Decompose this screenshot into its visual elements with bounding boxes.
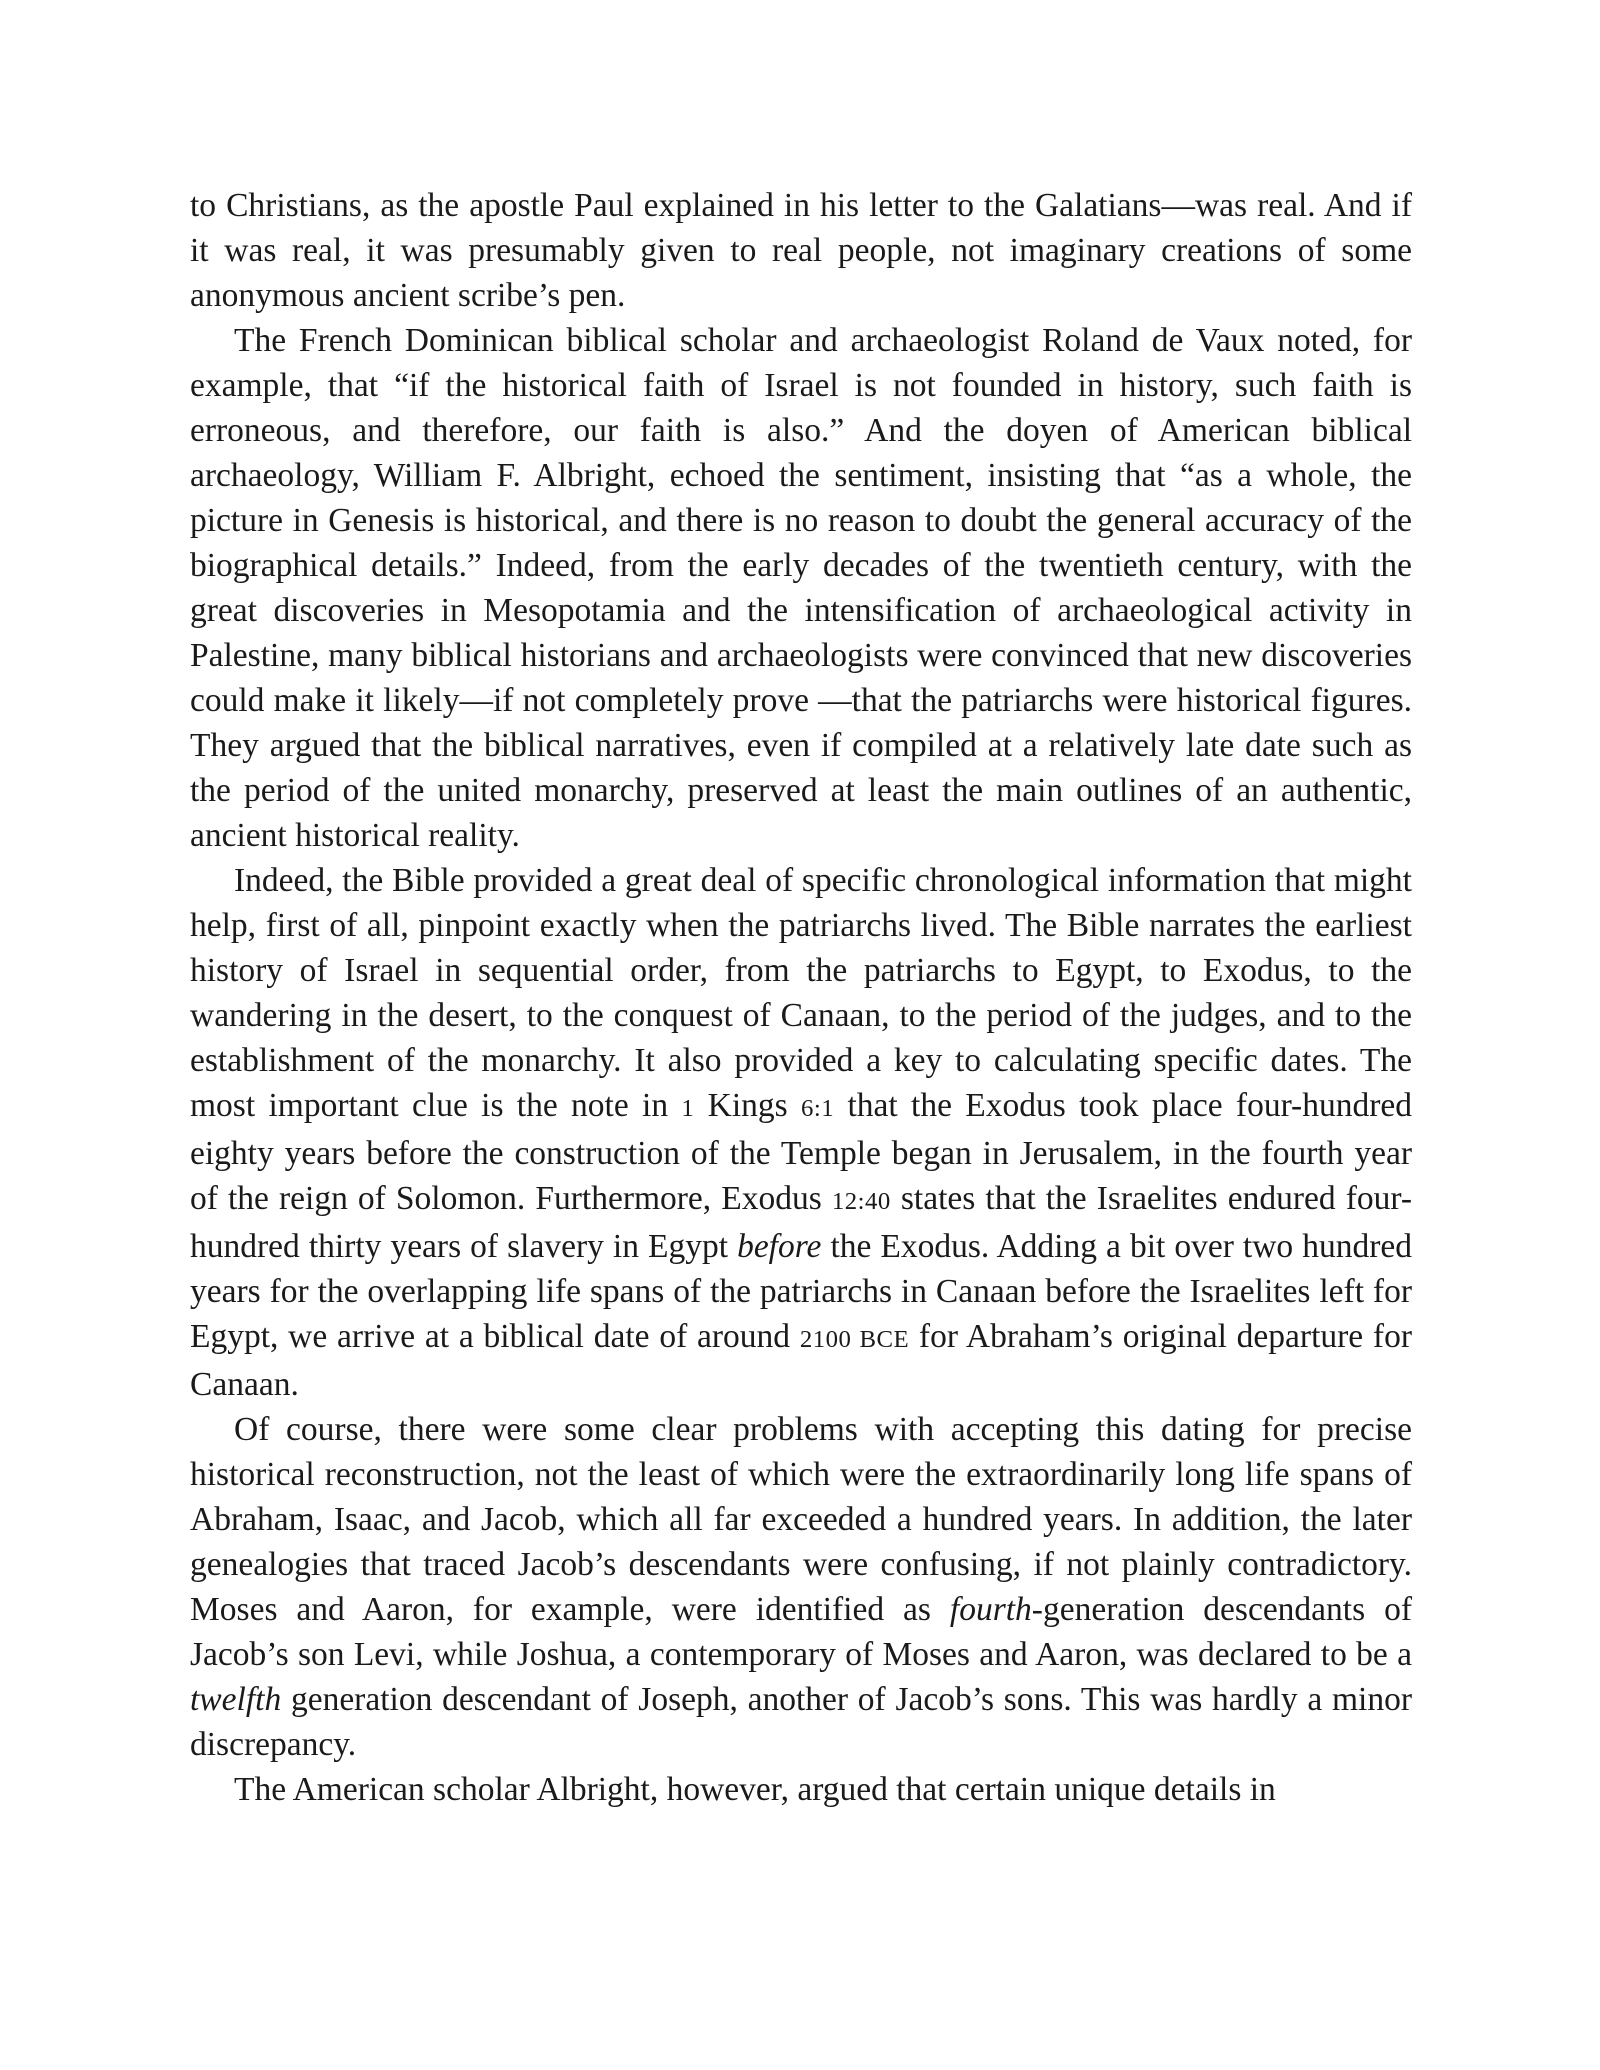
text-run: The American scholar Albright, however, argued that certain unique details in <box>234 1771 1276 1808</box>
small-caps-number: 1 <box>681 1095 695 1122</box>
small-caps-date: 2100 BCE <box>799 1326 910 1353</box>
paragraph-3 <box>190 858 1412 1407</box>
text-run: the Exodus. Adding a bit over two hundred years for the overlapping life spans of the patriarchs in Canaan before the Israelites left for Egypt, we arrive at a biblical date of around <box>190 1228 1412 1355</box>
italic-run: fourth- <box>949 1591 1043 1628</box>
text-run: Kings <box>694 1087 801 1124</box>
text-run: states that the Israelites endured four-hundred thirty years of slavery in Egypt <box>190 1180 1412 1265</box>
text-run: generation descendant of Joseph, another of Jacob’s sons. This was hardly a minor discrepancy. <box>190 1681 1412 1763</box>
paragraph-5 <box>190 1767 1412 1812</box>
text-run: generation descendants of Jacob’s son Levi, while Joshua, a contemporary of Moses and Aaron, was declared to be a <box>190 1591 1412 1673</box>
small-caps-number: 6:1 <box>800 1095 835 1122</box>
paragraph-4 <box>190 1407 1412 1767</box>
text-run: that the Exodus took place four-hundred eighty years before the construction of the Temple began in Jerusalem, in the fourth year of the reign of Solomon. Furthermore, Exodus <box>190 1087 1412 1217</box>
italic-run: before <box>737 1228 822 1265</box>
text-run: to Christians, as the apostle Paul explained in his letter to the Galatians—was real. And if it was real, it was presumably given to real people, not imaginary creations of some anonymous ancient scribe’s pen. <box>190 187 1412 314</box>
small-caps-number: 12:40 <box>831 1188 891 1215</box>
paragraph-1 <box>190 183 1412 318</box>
paragraph-2 <box>190 318 1412 858</box>
text-run: for Abraham’s original departure for Canaan. <box>190 1318 1412 1403</box>
text-run: The French Dominican biblical scholar and archaeologist Roland de Vaux noted, for example, that “if the historical faith of Israel is not founded in history, such faith is erroneous, and therefore, our faith is also.” And the doyen of American biblical archaeology, William F. Albright, echoed the sentiment, insisting that “as a whole, the picture in Genesis is historical, and there is no reason to doubt the general accuracy of the biographical details.” Indeed, from the early decades of the twentieth century, with the great discoveries in Mesopotamia and the intensification of archaeological activity in Palestine, many biblical historians and archaeologists were convinced that new discoveries could make it likely—if not completely prove —that the patriarchs were historical figures. They argued that the biblical narratives, even if compiled at a relatively late date such as the period of the united monarchy, preserved at least the main outlines of an authentic, ancient historical reality. <box>190 322 1412 854</box>
text-run: Indeed, the Bible provided a great deal of specific chronological information that might help, first of all, pinpoint exactly when the patriarchs lived. The Bible narrates the earliest history of Israel in sequential order, from the patriarchs to Egypt, to Exodus, to the wandering in the desert, to the conquest of Canaan, to the period of the judges, and to the establishment of the monarchy. It also provided a key to calculating specific dates. The most important clue is the note in <box>190 862 1412 1124</box>
italic-run: twelfth <box>190 1681 282 1718</box>
page-body <box>190 183 1412 1812</box>
text-run: Of course, there were some clear problems with accepting this dating for precise historical reconstruction, not the least of which were the extraordinarily long life spans of Abraham, Isaac, and Jacob, which all far exceeded a hundred years. In addition, the later genealogies that traced Jacob’s descendants were confusing, if not plainly contradictory. Moses and Aaron, for example, were identified as <box>190 1411 1412 1628</box>
